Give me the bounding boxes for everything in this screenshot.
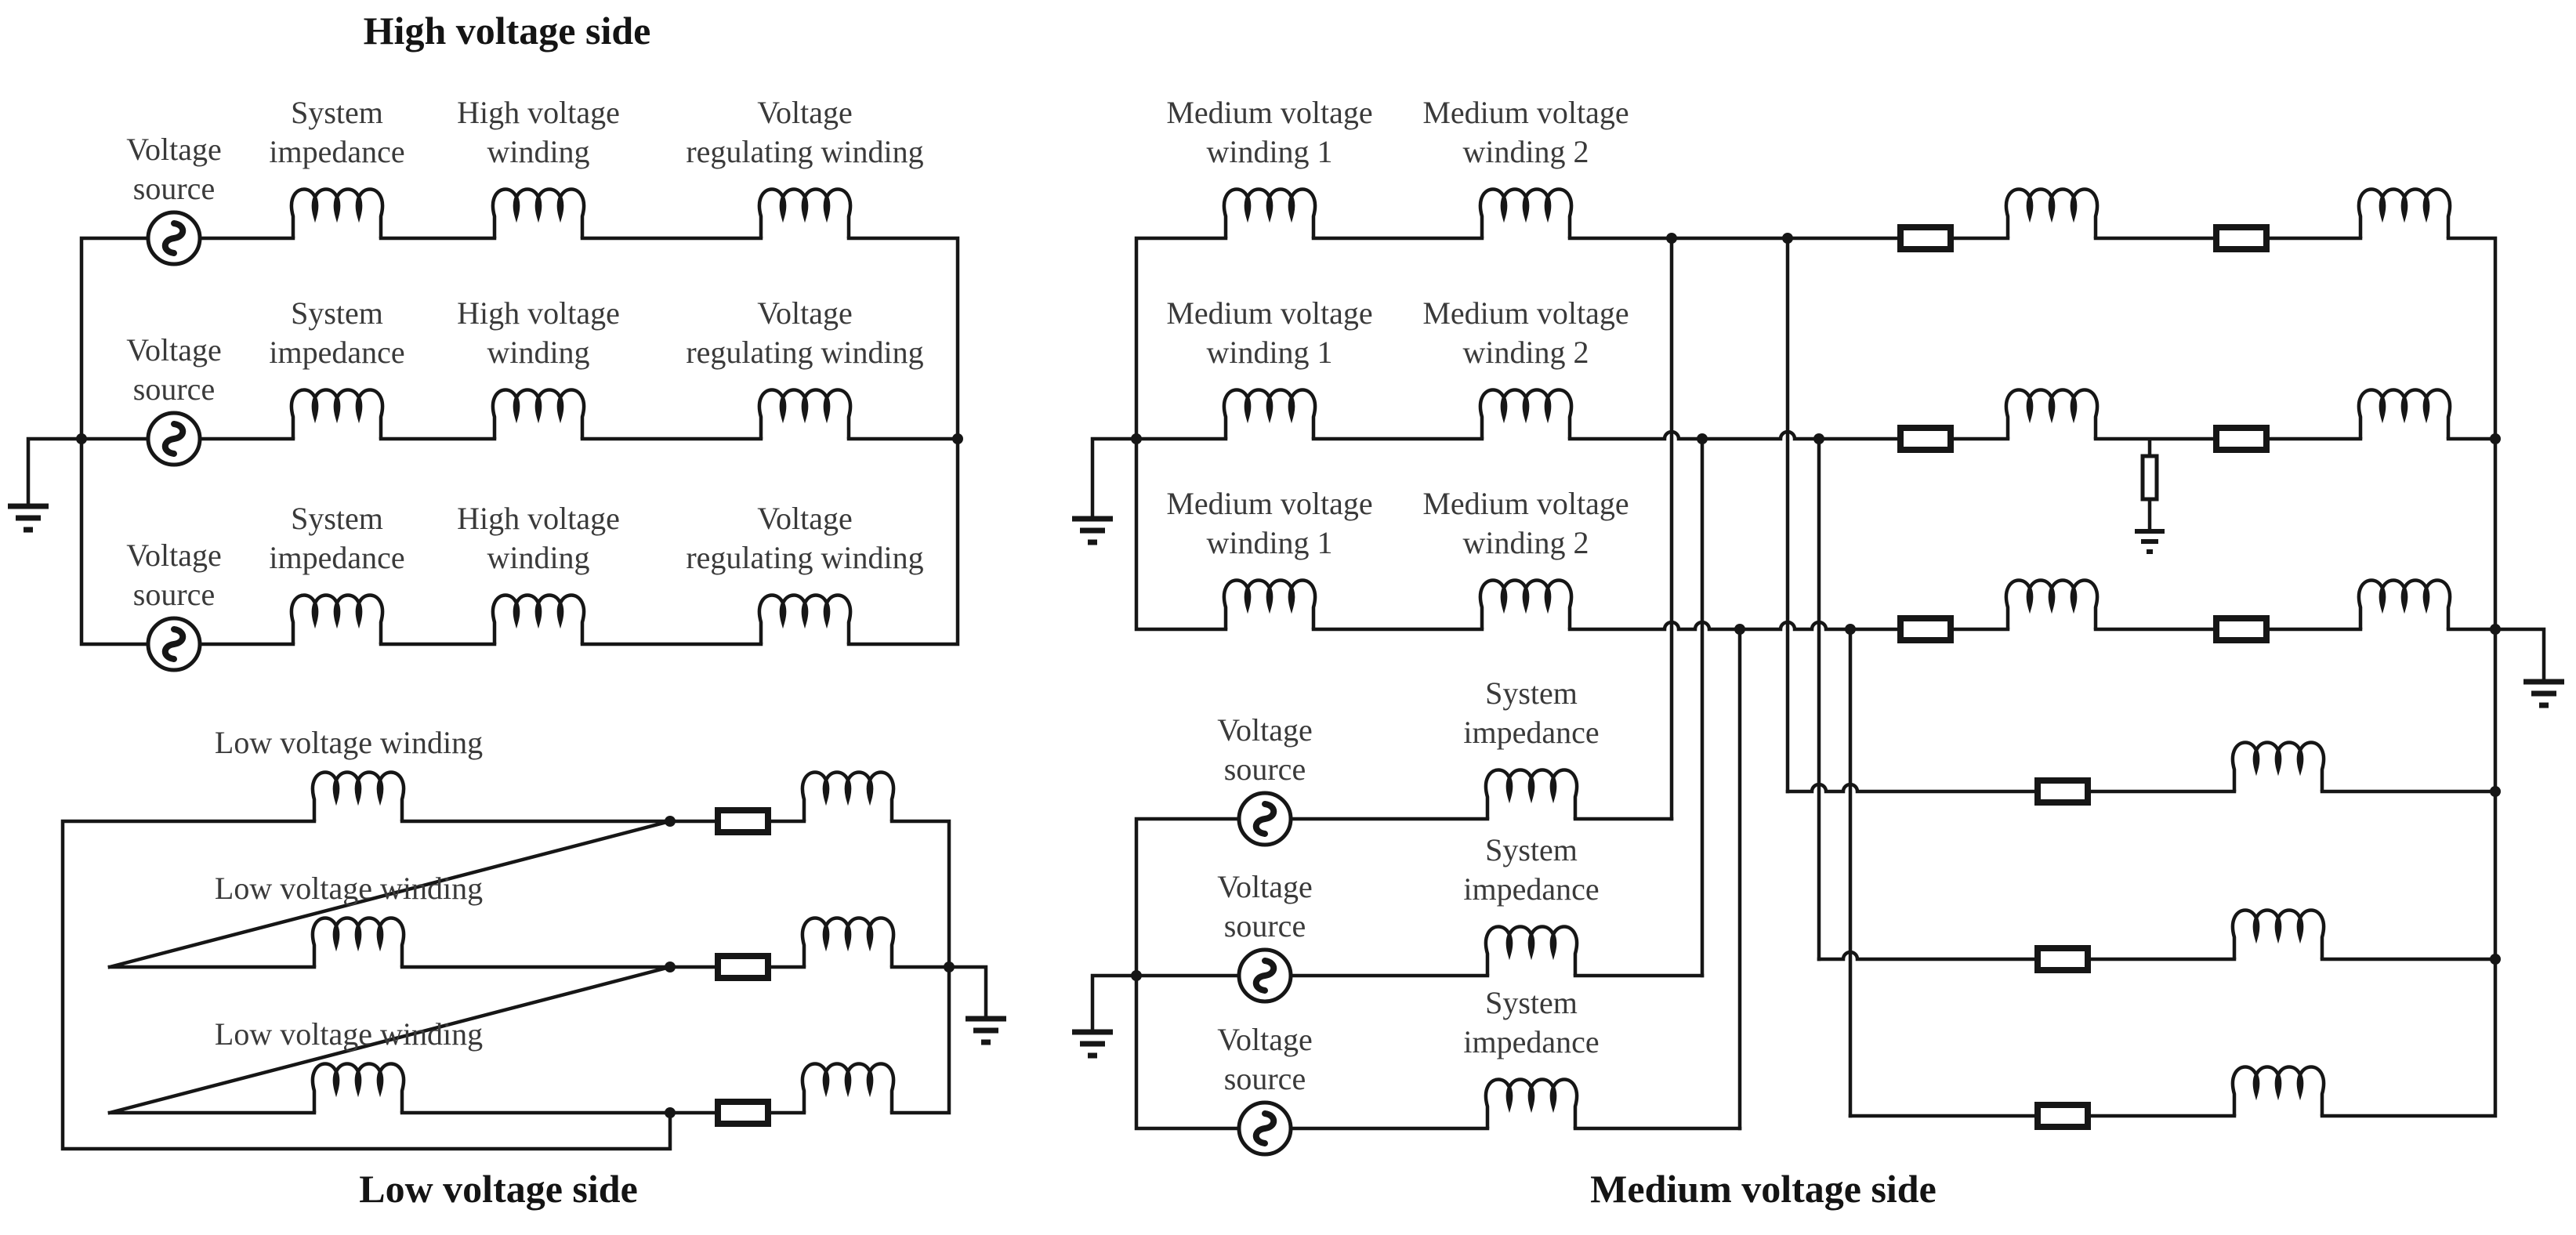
ground-icon	[1072, 1032, 1113, 1056]
inductor-coil-icon	[2359, 581, 2450, 630]
inductor-coil-icon	[2006, 390, 2097, 440]
junction-dot	[952, 433, 963, 444]
medium-voltage-winding-2-label: winding 2	[1462, 335, 1589, 370]
ground-icon	[2135, 531, 2165, 552]
inductor-coil-icon	[1480, 190, 1571, 239]
system-impedance-label: impedance	[269, 335, 405, 370]
ac-source-icon	[148, 212, 200, 264]
inductor-coil-icon	[292, 390, 382, 440]
ac-source-icon	[148, 413, 200, 465]
medium-voltage-winding-2-label: Medium voltage	[1422, 95, 1629, 130]
junction-dot	[2490, 624, 2501, 635]
voltage-source-label: Voltage	[1217, 1022, 1313, 1057]
low-voltage-winding-label: Low voltage winding	[214, 725, 484, 760]
ac-source-icon	[148, 618, 200, 670]
resistor-icon	[1900, 428, 1951, 450]
medium-voltage-winding-2-label: Medium voltage	[1422, 486, 1629, 521]
inductor-coil-icon	[2359, 390, 2450, 440]
low-voltage-winding-label: Low voltage winding	[214, 1016, 484, 1052]
medium-voltage-winding-1-label: Medium voltage	[1166, 95, 1373, 130]
resistor-icon	[2216, 428, 2266, 450]
system-impedance-label: System	[1485, 832, 1578, 867]
resistor-icon	[2038, 780, 2088, 802]
ac-source-icon	[1239, 950, 1291, 1001]
junction-dot	[1666, 233, 1677, 244]
ground-icon	[1072, 519, 1113, 542]
inductor-coil-icon	[313, 1064, 404, 1114]
ground-icon	[2523, 682, 2564, 705]
junction-dot	[665, 816, 676, 827]
voltage-regulating-winding-label: Voltage	[757, 95, 853, 130]
junction-dot	[1734, 624, 1745, 635]
medium-voltage-winding-1-label: Medium voltage	[1166, 295, 1373, 331]
system-impedance-label: impedance	[1463, 871, 1600, 907]
high-voltage-winding-label: winding	[487, 134, 590, 169]
medium-voltage-winding-1-label: winding 1	[1206, 134, 1333, 169]
high-voltage-winding-label: High voltage	[457, 95, 620, 130]
high-voltage-winding-label: winding	[487, 335, 590, 370]
resistor-icon	[2038, 1105, 2088, 1127]
voltage-source-label: Voltage	[126, 538, 222, 573]
inductor-coil-icon	[1486, 770, 1577, 820]
voltage-source-label: source	[132, 171, 216, 206]
voltage-regulating-winding-label: regulating winding	[686, 540, 924, 575]
voltage-regulating-winding-label: regulating winding	[686, 134, 924, 169]
voltage-regulating-winding-label: regulating winding	[686, 335, 924, 370]
medium-voltage-winding-2-label: Medium voltage	[1422, 295, 1629, 331]
high-voltage-winding-label: High voltage	[457, 501, 620, 536]
medium-voltage-winding-1-label: winding 1	[1206, 525, 1333, 560]
inductor-coil-icon	[803, 773, 893, 822]
system-impedance-label: impedance	[1463, 715, 1600, 750]
voltage-source-label: source	[1223, 908, 1306, 943]
inductor-coil-icon	[2006, 190, 2097, 239]
medium-voltage-side-title: Medium voltage side	[1590, 1167, 1937, 1211]
low-voltage-side-title: Low voltage side	[359, 1167, 638, 1211]
inductor-coil-icon	[759, 390, 850, 440]
inductor-coil-icon	[803, 1064, 893, 1114]
system-impedance-label: System	[291, 295, 383, 331]
system-impedance-label: System	[1485, 985, 1578, 1020]
junction-dot	[2490, 433, 2501, 444]
high-voltage-winding-label: winding	[487, 540, 590, 575]
grounding-resistor-icon	[2143, 456, 2157, 499]
resistor-icon	[718, 1102, 768, 1124]
system-impedance-label: System	[1485, 675, 1578, 711]
resistor-icon	[718, 810, 768, 832]
inductor-coil-icon	[1480, 581, 1571, 630]
ground-icon	[8, 506, 49, 530]
system-impedance-label: impedance	[269, 134, 405, 169]
inductor-coil-icon	[1224, 390, 1315, 440]
junction-dot	[1813, 433, 1824, 444]
inductor-coil-icon	[1224, 190, 1315, 239]
junction-dot	[76, 433, 87, 444]
inductor-coil-icon	[2359, 190, 2450, 239]
resistor-icon	[2038, 948, 2088, 970]
voltage-source-label: source	[132, 577, 216, 612]
junction-dot	[1845, 624, 1856, 635]
inductor-coil-icon	[493, 596, 584, 645]
junction-dot	[1782, 233, 1793, 244]
inductor-coil-icon	[2233, 1067, 2324, 1117]
inductor-coil-icon	[1486, 927, 1577, 976]
junction-dot	[2490, 786, 2501, 797]
voltage-source-label: Voltage	[126, 332, 222, 368]
medium-voltage-winding-2-label: winding 2	[1462, 525, 1589, 560]
voltage-source-label: Voltage	[1217, 869, 1313, 904]
inductor-coil-icon	[803, 918, 893, 968]
system-impedance-label: impedance	[269, 540, 405, 575]
junction-dot	[2490, 954, 2501, 965]
inductor-coil-icon	[759, 596, 850, 645]
mv-source-wires	[1092, 819, 1740, 1128]
voltage-regulating-winding-label: Voltage	[757, 295, 853, 331]
ac-source-icon	[1239, 1103, 1291, 1154]
junction-dot	[944, 962, 955, 972]
voltage-source-label: Voltage	[1217, 712, 1313, 748]
inductor-coil-icon	[1224, 581, 1315, 630]
resistor-icon	[2216, 618, 2266, 640]
interconnect-wires	[1672, 238, 1850, 1128]
inductor-coil-icon	[292, 596, 382, 645]
inductor-coil-icon	[1486, 1080, 1577, 1129]
inductor-coil-icon	[2233, 743, 2324, 792]
resistor-icon	[718, 956, 768, 978]
lv-wires	[63, 821, 986, 1149]
voltage-source-label: source	[1223, 752, 1306, 787]
high-voltage-side-title: High voltage side	[363, 9, 651, 53]
ground-icon	[966, 1019, 1006, 1042]
right-network-wires	[1788, 238, 2544, 1116]
system-impedance-label: impedance	[1463, 1024, 1600, 1059]
ac-source-icon	[1239, 793, 1291, 845]
resistor-icon	[1900, 618, 1951, 640]
inductor-coil-icon	[313, 918, 404, 968]
voltage-source-label: source	[132, 371, 216, 407]
junction-dot	[665, 962, 676, 972]
medium-voltage-winding-1-label: winding 1	[1206, 335, 1333, 370]
inductor-coil-icon	[313, 773, 404, 822]
low-voltage-winding-label: Low voltage winding	[214, 871, 484, 906]
inductor-coil-icon	[292, 190, 382, 239]
resistor-icon	[1900, 227, 1951, 249]
system-impedance-label: System	[291, 501, 383, 536]
system-impedance-label: System	[291, 95, 383, 130]
voltage-regulating-winding-label: Voltage	[757, 501, 853, 536]
inductor-coil-icon	[1480, 390, 1571, 440]
voltage-source-label: source	[1223, 1061, 1306, 1096]
inductor-coil-icon	[2233, 911, 2324, 960]
medium-voltage-winding-2-label: winding 2	[1462, 134, 1589, 169]
voltage-source-label: Voltage	[126, 132, 222, 167]
high-voltage-winding-label: High voltage	[457, 295, 620, 331]
junction-dot	[665, 1107, 676, 1118]
junction-dot	[1697, 433, 1708, 444]
junction-dot	[1131, 970, 1142, 981]
inductor-coil-icon	[2006, 581, 2097, 630]
resistor-icon	[2216, 227, 2266, 249]
inductor-coil-icon	[493, 190, 584, 239]
junction-dot	[1131, 433, 1142, 444]
inductor-coil-icon	[493, 390, 584, 440]
medium-voltage-winding-1-label: Medium voltage	[1166, 486, 1373, 521]
inductor-coil-icon	[759, 190, 850, 239]
